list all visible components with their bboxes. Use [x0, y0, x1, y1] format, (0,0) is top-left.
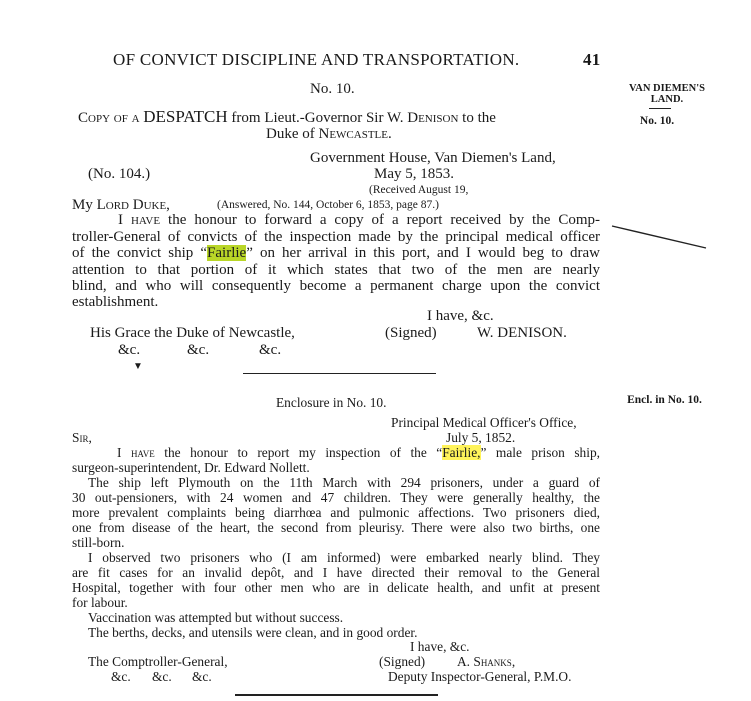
- stray-mark: ▼: [133, 361, 143, 372]
- enclosure-heading: Enclosure in No. 10.: [276, 395, 387, 410]
- encl-line1-post: ” male prison ship,: [480, 445, 600, 460]
- para-line1-rest: the honour to forward a copy of a report received by the Comp-: [168, 212, 600, 228]
- enclosure-etc1: &c.: [111, 669, 131, 684]
- enclosure-line1: [117, 445, 600, 461]
- enclosure-line5: more prevalent complaints being diarrhœa and pulmonic affections. Two prisoners died,: [72, 505, 600, 520]
- despatch-para-line1: [118, 212, 600, 229]
- despatch-heading-line2: [266, 126, 392, 143]
- ship-name-highlight-2: Fairlie,: [442, 445, 481, 460]
- despatch-etc1: &c.: [118, 342, 141, 358]
- despatch-signed: (Signed): [385, 325, 437, 341]
- enclosure-line6: one from disease of the heart, the second from pleurisy. There were also two births, one: [72, 520, 600, 535]
- enclosure-line2: surgeon-superintendent, Dr. Edward Nollett.: [72, 460, 310, 475]
- enclosure-signed: (Signed): [379, 654, 426, 669]
- despatch-etc2: &c.: [187, 342, 210, 358]
- despatch-reference: (No. 104.): [88, 166, 151, 182]
- para-line3-pre: of the convict ship “: [72, 245, 208, 261]
- para-have: have: [130, 212, 161, 228]
- bottom-rule: [235, 694, 438, 696]
- pen-stroke-mark: [610, 222, 710, 252]
- answered-note: (Answered, No. 144, October 6, 1853, page 87.): [217, 199, 439, 211]
- enclosure-line12: Vaccination was attempted but without success.: [88, 610, 344, 625]
- despatch-signer: W. DENISON.: [477, 325, 567, 341]
- enclosure-office: Principal Medical Officer's Office,: [391, 415, 577, 430]
- enclosure-date: July 5, 1852.: [446, 430, 516, 445]
- margin-enclosure: Encl. in No. 10.: [627, 394, 702, 406]
- newcastle-name: Newcastle.: [318, 126, 392, 142]
- margin-colony-line2: LAND.: [650, 94, 684, 105]
- despatch-para-line4: attention to that portion of it which states that two of the men are nearly: [72, 262, 600, 278]
- despatch-word: DESPATCH: [143, 107, 228, 126]
- from-text: from Lieut.-Governor Sir W.: [231, 110, 404, 126]
- copy-prefix: Copy of a: [78, 110, 140, 126]
- despatch-address: Government House, Van Diemen's Land,: [310, 150, 556, 166]
- encl-line1-pre: the honour to report my inspection of the “: [164, 445, 443, 460]
- enclosure-addressee: The Comptroller-General,: [88, 654, 228, 669]
- margin-colony: [622, 83, 712, 105]
- enclosure-closing: I have, &c.: [410, 639, 470, 654]
- despatch-etc3: &c.: [259, 342, 282, 358]
- enclosure-line11: for labour.: [72, 595, 128, 610]
- enclosure-line10: Hospital, together with four other men who are in delicate health, and unfit at present: [72, 580, 600, 595]
- enclosure-line8: I observed two prisoners who (I am informed) were embarked nearly blind. They: [88, 550, 600, 565]
- duke-of: Duke of: [266, 126, 315, 142]
- encl-have: have: [130, 445, 155, 460]
- despatch-para-line6: establishment.: [72, 294, 159, 310]
- para-line3-post: ” on her arrival in this port, and I would beg to draw: [246, 245, 601, 261]
- denison-name: Denison: [407, 110, 459, 126]
- ship-name-highlight: Fairlie: [207, 245, 247, 261]
- margin-number: No. 10.: [639, 115, 675, 127]
- para-i: I: [118, 212, 123, 228]
- received-note: (Received August 19,: [369, 184, 469, 196]
- salutation-my: My: [72, 197, 93, 213]
- despatch-closing: I have, &c.: [427, 308, 494, 324]
- to-the: to the: [462, 110, 496, 126]
- enclosure-etc2: &c.: [152, 669, 172, 684]
- margin-divider: [649, 108, 671, 109]
- enclosure-line4: 30 out-pensioners, with 24 women and 47 children. They were generally healthy, the: [72, 490, 600, 505]
- enclosure-signer-title: Deputy Inspector-General, P.M.O.: [388, 669, 572, 684]
- despatch-heading-line1: [78, 107, 496, 127]
- despatch-para-line3: [72, 245, 600, 262]
- encl-i: I: [117, 445, 122, 460]
- despatch-addressee: His Grace the Duke of Newcastle,: [90, 325, 295, 341]
- margin-colony-line1: VAN DIEMEN'S: [629, 83, 705, 94]
- enclosure-line3: The ship left Plymouth on the 11th March with 294 prisoners, under a guard of: [88, 475, 600, 490]
- enclosure-signer: A. Shanks,: [457, 654, 516, 669]
- enclosure-line9: are fit cases for an invalid depôt, and I have directed their removal to the General: [72, 565, 600, 580]
- enclosure-etc3: &c.: [192, 669, 212, 684]
- despatch-date: May 5, 1853.: [374, 166, 454, 182]
- page-header-title: OF CONVICT DISCIPLINE AND TRANSPORTATION.: [113, 50, 520, 69]
- salutation-lord: Lord Duke,: [96, 197, 170, 213]
- despatch-para-line5: blind, and who will consequently become a permanent charge upon the convict: [72, 278, 600, 294]
- enclosure-salutation: Sir,: [72, 430, 92, 445]
- enclosure-line13: The berths, decks, and utensils were clean, and in good order.: [88, 625, 418, 640]
- page-number: 41: [583, 50, 601, 69]
- enclosure-line7: still-born.: [72, 535, 125, 550]
- despatch-number: No. 10.: [310, 81, 355, 97]
- section-divider: [243, 373, 436, 374]
- despatch-para-line2: troller-General of convicts of the inspection made by the principal medical officer: [72, 229, 600, 245]
